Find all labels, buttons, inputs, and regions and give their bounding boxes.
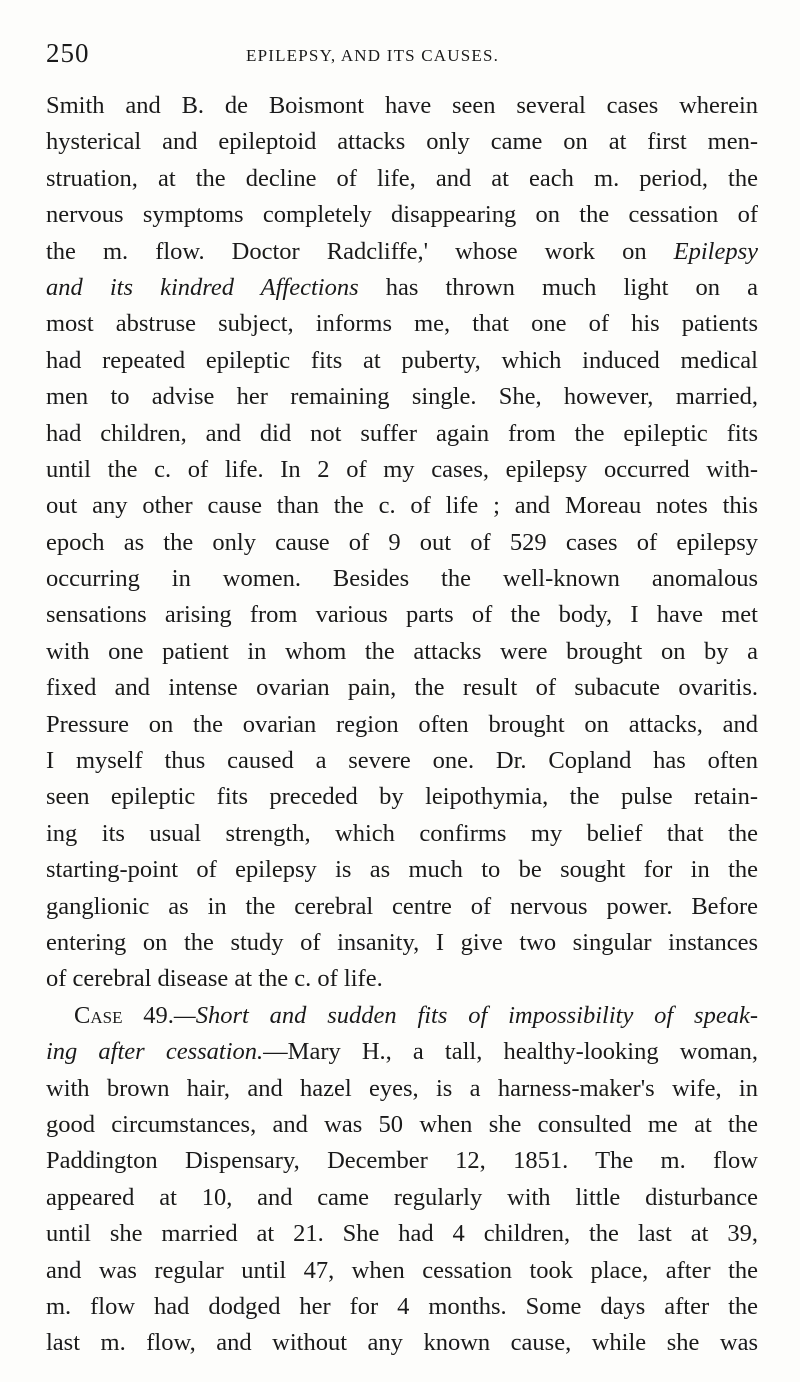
text-line: ing its usual strength, which confirms my belief that the — [46, 819, 758, 847]
text-line: fixed and intense ovarian pain, the result of subacute ovaritis. — [46, 674, 758, 702]
text-line: epoch as the only cause of 9 out of 529 cases of epilepsy — [46, 528, 758, 556]
text-line: had repeated epileptic fits at puberty, which induced medical — [46, 346, 758, 374]
italic-title: and its kindred Affections — [46, 273, 359, 301]
text-line: seen epileptic fits preceded by leipothymia, the pulse retain- — [46, 783, 758, 811]
text-line: sensations arising from various parts of the body, I have met — [46, 601, 758, 629]
text-line: men to advise her remaining single. She, however, married, — [46, 383, 758, 411]
text-line: I myself thus caused a severe one. Dr. Copland has often — [46, 747, 758, 775]
text-line: entering on the study of insanity, I give two singular instances — [46, 928, 758, 956]
text-line: most abstruse subject, informs me, that one of his patients — [46, 310, 758, 338]
text-line: m. flow had dodged her for 4 months. Some days after the — [46, 1292, 758, 1320]
case-title: —Short and sudden fits of impossibility of speak- — [173, 1001, 758, 1029]
text-line: struation, at the decline of life, and at each m. period, the — [46, 164, 758, 192]
running-head: EPILEPSY, AND ITS CAUSES. — [246, 46, 500, 65]
text-line — [46, 234, 758, 270]
text-line — [46, 270, 758, 306]
case-label: Case 49. — [74, 1001, 174, 1029]
italic-title: Epilepsy — [673, 237, 758, 265]
page-number: 250 — [46, 38, 90, 68]
text-line: ganglionic as in the cerebral centre of nervous power. Before — [46, 892, 758, 920]
text-line: hysterical and epileptoid attacks only came on at first men- — [46, 128, 758, 156]
text-line: starting-point of epilepsy is as much to be sought for in the — [46, 856, 758, 884]
text-line: out any other cause than the c. of life ; and Moreau notes this — [46, 492, 758, 520]
text-line: Paddington Dispensary, December 12, 1851. The m. flow — [46, 1147, 758, 1175]
text-line: last m. flow, and without any known cause, while she was — [46, 1329, 758, 1357]
text-line: appeared at 10, and came regularly with little disturbance — [46, 1183, 758, 1211]
text-line: with brown hair, and hazel eyes, is a harness-maker's wife, in — [46, 1074, 758, 1102]
page-header — [46, 38, 758, 78]
case-heading-line — [46, 1034, 758, 1070]
text-line: good circumstances, and was 50 when she consulted me at the — [46, 1110, 758, 1138]
case-heading-line — [46, 998, 758, 1034]
case-title: ing after cessation. — [46, 1038, 264, 1066]
text-line: with one patient in whom the attacks were brought on by a — [46, 637, 758, 665]
text-line: occurring in women. Besides the well-known anomalous — [46, 565, 758, 593]
text-line: until she married at 21. She had 4 children, the last at 39, — [46, 1220, 758, 1248]
text-line: of cerebral disease at the c. of life. — [46, 965, 383, 993]
text-line: Smith and B. de Boismont have seen several cases wherein — [46, 92, 758, 119]
text-segment: the m. flow. Doctor Radcliffe,' whose work on — [46, 237, 674, 265]
text-segment: has thrown much light on a — [358, 273, 758, 301]
text-line: until the c. of life. In 2 of my cases, epilepsy occurred with- — [46, 455, 758, 483]
text-line: had children, and did not suffer again from the epileptic fits — [46, 419, 758, 447]
text-line: and was regular until 47, when cessation took place, after the — [46, 1256, 758, 1284]
text-line: Pressure on the ovarian region often brought on attacks, and — [46, 710, 758, 738]
text-line: nervous symptoms completely disappearing on the cessation of — [46, 201, 758, 229]
body-text — [46, 88, 758, 1362]
text-segment: —Mary H., a tall, healthy-looking woman, — [263, 1038, 758, 1066]
